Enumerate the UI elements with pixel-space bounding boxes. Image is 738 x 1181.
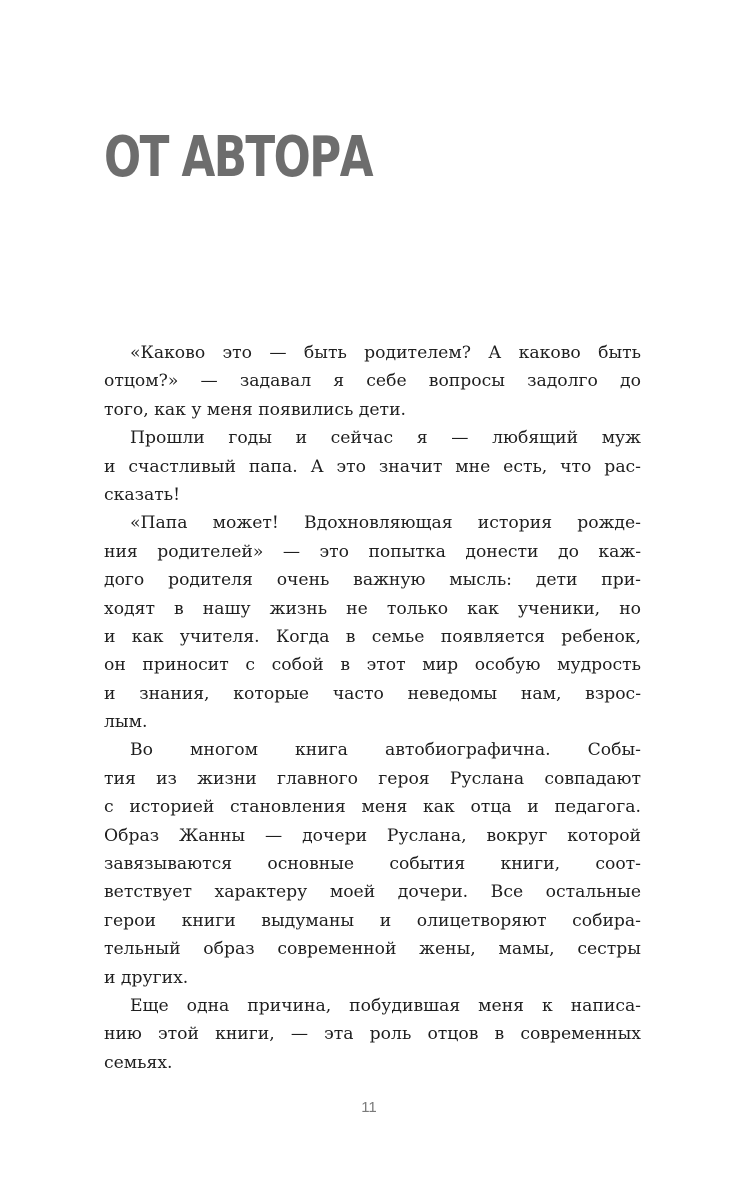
text-line: и знания, которые часто неведомы нам, взрос- [104, 683, 641, 704]
text-line: того, как у меня появились дети. [104, 399, 406, 420]
text-line: он приносит с собой в этот мир особую мудрость [104, 655, 641, 676]
chapter-heading: ОТ АВТОРА [104, 125, 372, 190]
text-line: завязываются основные события книги, соот- [104, 854, 641, 875]
text-line: лым. [104, 712, 148, 733]
text-line: Еще одна причина, побудившая меня к написа- [130, 995, 641, 1016]
paragraph-2 [104, 424, 641, 509]
page-number: 11 [361, 1099, 377, 1116]
text-line: и других. [104, 967, 189, 988]
text-line: ходят в нашу жизнь не только как ученики, но [104, 598, 641, 619]
paragraph-1 [104, 339, 641, 424]
text-line: тия из жизни главного героя Руслана совпадают [104, 768, 641, 789]
body-text [104, 339, 641, 1077]
text-line: Во многом книга автобиографична. Собы- [130, 740, 641, 761]
text-line: с историей становления меня как отца и педагога. [104, 797, 641, 818]
text-line: и счастливый папа. А это значит мне есть, что рас- [104, 456, 641, 477]
text-line: ветствует характеру моей дочери. Все остальные [104, 882, 641, 903]
text-line: герои книги выдуманы и олицетворяют собира- [104, 910, 641, 931]
text-line: нию этой книги, — эта роль отцов в современных [104, 1024, 641, 1045]
text-line: «Папа может! Вдохновляющая история рожде- [130, 513, 641, 534]
text-line: дого родителя очень важную мысль: дети при- [104, 570, 641, 591]
text-line: «Каково это — быть родителем? А каково быть [130, 343, 641, 363]
text-line: сказать! [104, 484, 181, 505]
paragraph-5 [104, 992, 641, 1077]
text-line: и как учителя. Когда в семье появляется ребенок, [104, 626, 641, 647]
text-line: тельный образ современной жены, мамы, сестры [104, 939, 641, 960]
text-line: отцом?» — задавал я себе вопросы задолго до [104, 371, 641, 392]
text-line: ния родителей» — это попытка донести до каж- [104, 541, 641, 562]
text-line: Образ Жанны — дочери Руслана, вокруг которой [104, 825, 641, 846]
text-line: семьях. [104, 1052, 173, 1073]
paragraph-4 [104, 736, 641, 992]
paragraph-3 [104, 509, 641, 736]
text-line: Прошли годы и сейчас я — любящий муж [130, 428, 641, 449]
